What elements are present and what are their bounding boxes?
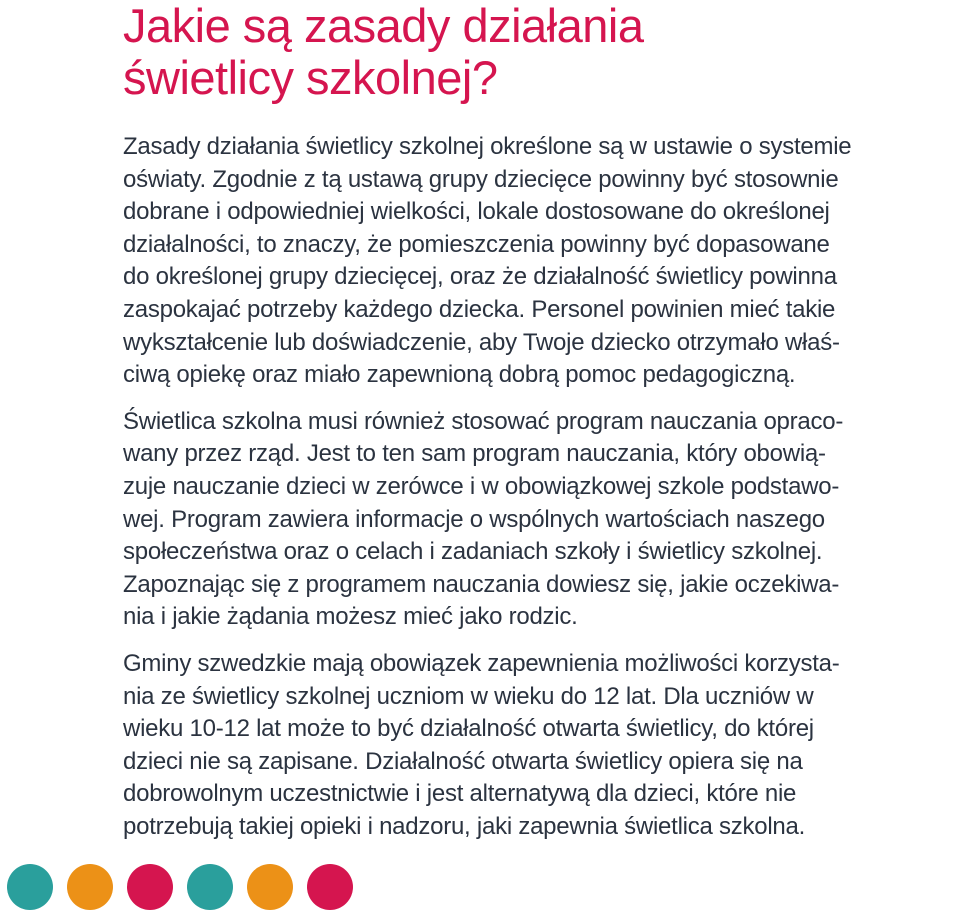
text-line: działalności, to znaczy, że pomieszczenia powinny być dopasowane — [123, 230, 830, 258]
text-line: zaspokajać potrzeby każdego dziecka. Personel powinien mieć takie — [123, 295, 836, 323]
pink-dot — [127, 864, 173, 910]
page-title — [123, 0, 953, 104]
text-line: dobrane i odpowiedniej wielkości, lokale dostosowane do określonej — [123, 198, 830, 226]
text-line: Gminy szwedzkie mają obowiązek zapewnienia możliwości korzysta- — [123, 649, 840, 677]
text-line: nia ze świetlicy szkolnej uczniom w wieku do 12 lat. Dla uczniów w — [123, 682, 814, 710]
text-line: wykształcenie lub doświadczenie, aby Twoje dziecko otrzymało właś- — [123, 328, 840, 356]
teal-dot — [187, 864, 233, 910]
paragraph-curriculum — [123, 406, 953, 634]
text-line: Świetlica szkolna musi również stosować program nauczania opraco- — [123, 407, 844, 435]
text-line: dobrowolnym uczestnictwie i jest alternatywą dla dzieci, które nie — [123, 780, 797, 808]
teal-dot — [7, 864, 53, 910]
orange-dot — [67, 864, 113, 910]
text-line: Zapoznając się z programem nauczania dowiesz się, jakie oczekiwa- — [123, 570, 840, 598]
title-line: świetlicy szkolnej? — [123, 51, 498, 104]
text-line: oświaty. Zgodnie z tą ustawą grupy dziecięce powinny być stosownie — [123, 165, 839, 193]
title-line: Jakie są zasady działania — [123, 0, 644, 52]
text-line: ciwą opiekę oraz miało zapewnioną dobrą pomoc pedagogiczną. — [123, 361, 796, 389]
text-line: potrzebują takiej opieki i nadzoru, jaki zapewnia świetlica szkolna. — [123, 812, 806, 840]
text-line: do określonej grupy dziecięcej, oraz że działalność świetlicy powinna — [123, 263, 837, 291]
text-line: społeczeństwa oraz o celach i zadaniach szkoły i świetlicy szkolnej. — [123, 538, 823, 566]
paragraph-municipalities — [123, 648, 953, 844]
text-line: zuje nauczanie dzieci w zerówce i w obowiązkowej szkole podstawo- — [123, 472, 840, 500]
text-line: dzieci nie są zapisane. Działalność otwarta świetlicy opiera się na — [123, 747, 803, 775]
orange-dot — [247, 864, 293, 910]
pink-dot — [307, 864, 353, 910]
page-content — [123, 0, 953, 843]
text-line: nia i jakie żądania możesz mieć jako rodzic. — [123, 603, 578, 631]
text-line: Zasady działania świetlicy szkolnej określone są w ustawie o systemie — [123, 133, 852, 160]
paragraph-rules — [123, 131, 953, 392]
text-line: wany przez rząd. Jest to ten sam program nauczania, który obowią- — [123, 440, 826, 468]
text-line: wieku 10-12 lat może to być działalność otwarta świetlicy, do której — [123, 715, 814, 743]
text-line: wej. Program zawiera informacje o wspólnych wartościach naszego — [123, 505, 825, 533]
